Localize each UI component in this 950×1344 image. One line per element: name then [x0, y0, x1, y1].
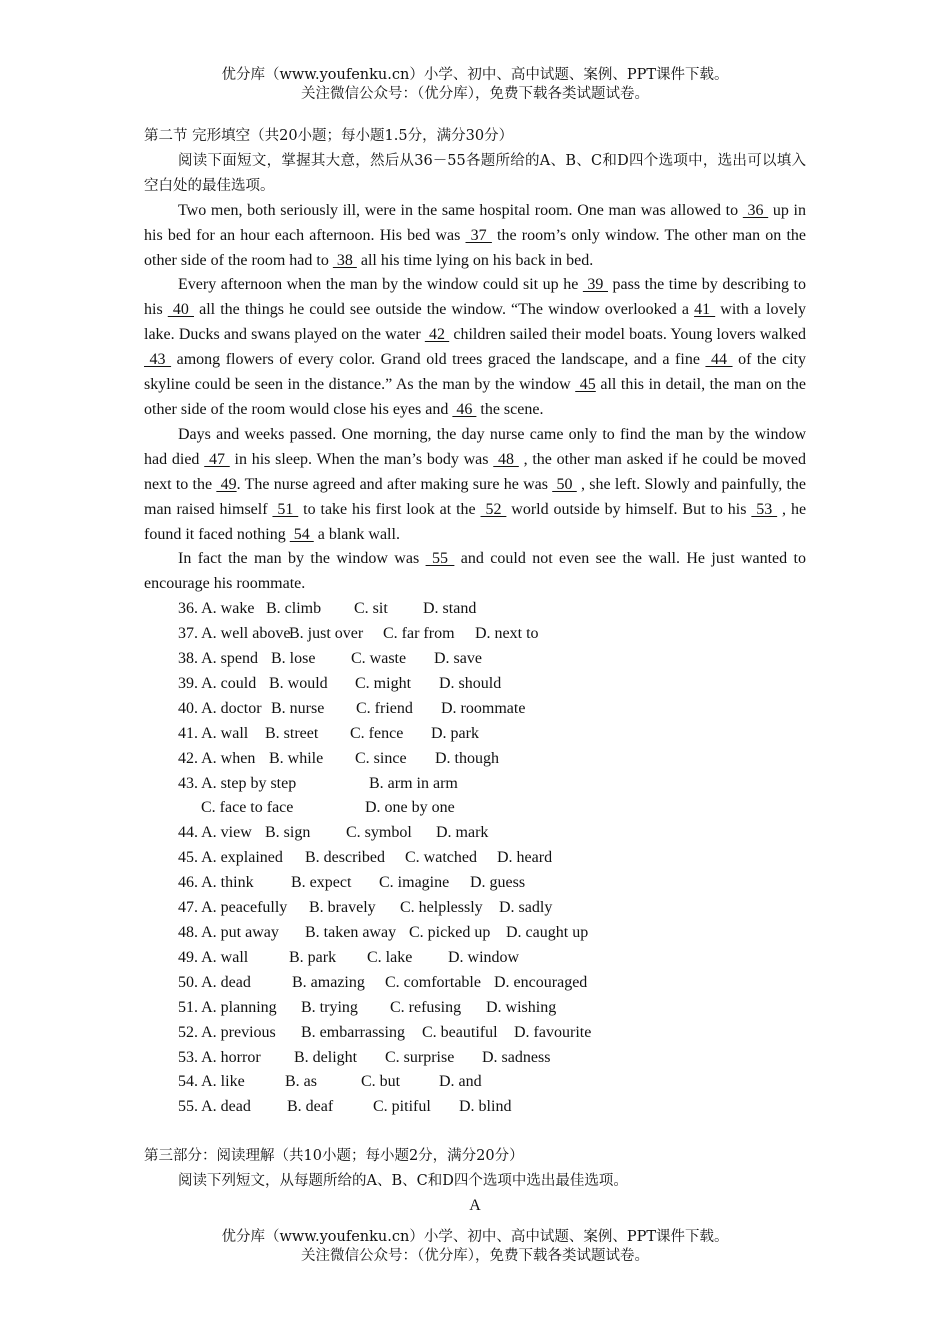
blank-43: 43	[144, 351, 172, 369]
option-row-45: 45. A. explained B. described C. watched D. heard	[178, 849, 553, 867]
blank-42: 42	[424, 326, 450, 344]
option-row-51: 51. A. planning B. trying C. refusing D. wishing	[178, 998, 557, 1016]
option-row-41: 41. A. wall B. street C. fence D. park	[178, 724, 479, 742]
options-list	[144, 597, 806, 1120]
blank-39: 39	[582, 276, 608, 294]
blank-48: 48	[493, 450, 519, 468]
blank-46: 46	[452, 400, 477, 418]
option-row-38: 38. A. spend B. lose C. waste D. save	[178, 650, 482, 668]
option-row-43b: C. face to face D. one by one	[201, 799, 455, 817]
passage-paragraph-1: Two men, both seriously ill, were in the same hospital room. One man was allowed to 36 up in his bed for an hour each afternoon. His bed was 37 the room’s only window. The other man on the other side of the room had to 38 all his time lying on his back in bed.	[144, 201, 807, 269]
blank-40: 40	[167, 301, 194, 319]
option-row-50: 50. A. dead B. amazing C. comfortable D. encouraged	[178, 973, 588, 991]
option-row-39: 39. A. could B. would C. might D. should	[178, 674, 502, 692]
option-row-52: 52. A. previous B. embarrassing C. beautiful D. favourite	[178, 1023, 592, 1041]
option-row-55: 55. A. dead B. deaf C. pitiful D. blind	[178, 1098, 512, 1116]
blank-53: 53	[751, 500, 778, 518]
option-row-47: 47. A. peacefully B. bravely C. helplessly D. sadly	[178, 899, 553, 917]
blank-41: 41	[694, 301, 716, 319]
blank-49: 49	[216, 475, 237, 493]
header-line-1: 优分库（www.youfenku.cn）小学、初中、高中试题、案例、PPT课件下载。	[221, 67, 729, 83]
blank-50: 50	[552, 475, 577, 493]
option-row-48: 48. A. put away B. taken away C. picked up D. caught up	[178, 924, 589, 941]
option-row-54: 54. A. like B. as C. but D. and	[178, 1073, 482, 1091]
blank-37: 37	[465, 226, 492, 244]
section3-instruction: 阅读下列短文，从每题所给的A、B、C和D四个选项中选出最佳选项。	[178, 1173, 628, 1190]
footer-line-2: 关注微信公众号：（优分库），免费下载各类试题试卷。	[301, 1248, 649, 1264]
blank-47: 47	[204, 450, 230, 468]
blank-38: 38	[332, 251, 357, 269]
section2-instruction: 阅读下面短文，掌握其大意，然后从36－55各题所给的A、B、C和D四个选项中，选出可以填入空白处的最佳选项。	[144, 152, 806, 194]
option-row-49: 49. A. wall B. park C. lake D. window	[178, 948, 520, 966]
option-row-36: 36. A. wake B. climb C. sit D. stand	[178, 600, 477, 618]
blank-36: 36	[742, 201, 769, 219]
blank-54: 54	[289, 525, 314, 543]
passage-paragraph-2: Every afternoon when the man by the window could sit up he 39 pass the time by describing to his 40 all the things he could see outside the window. “The window overlooked a 41 with a lovely lake. Ducks and swans played on the water 42 children sailed their model boats. Young lovers walked 43 among flowers of every color. Grand old trees graced the landscape, and a fine 44 of the city skyline could be seen in the distance.” As the man by the window 45 all this in detail, the man on the other side of the room would close his eyes and 46 the scene.	[144, 276, 807, 418]
page-header	[0, 66, 950, 104]
blank-44: 44	[705, 351, 733, 369]
option-row-44: 44. A. view B. sign C. symbol D. mark	[178, 824, 489, 842]
blank-55: 55	[425, 550, 455, 568]
blank-52: 52	[480, 500, 507, 518]
passage-label: A	[469, 1197, 481, 1215]
section3-title: 第三部分：阅读理解（共10小题；每小题2分，满分20分）	[144, 1148, 524, 1165]
section2-title: 第二节 完形填空（共20小题；每小题1.5分，满分30分）	[144, 128, 514, 144]
option-row-53: 53. A. horror B. delight C. surprise D. sadness	[178, 1048, 551, 1066]
header-line-2: 关注微信公众号：（优分库），免费下载各类试题试卷。	[301, 86, 649, 102]
passage-paragraph-3: Days and weeks passed. One morning, the day nurse came only to find the man by the window had died 47 in his sleep. When the man’s body was 48 , the other man asked if he could be moved next to the 49. The nurse agreed and after making sure he was 50 , she left. Slowly and painfully, the man raised himself 51 to take his first look at the 52 world outside by himself. But to his 53 , he found it faced nothing 54 a blank wall.	[144, 425, 807, 543]
blank-45: 45	[575, 376, 596, 394]
option-row-42: 42. A. when B. while C. since D. though	[178, 749, 499, 767]
option-row-43a: 43. A. step by step B. arm in arm	[178, 774, 458, 792]
option-row-40: 40. A. doctor B. nurse C. friend D. roommate	[178, 699, 526, 717]
footer-line-1: 优分库（www.youfenku.cn）小学、初中、高中试题、案例、PPT课件下载。	[221, 1229, 729, 1245]
exam-content	[144, 124, 806, 1219]
passage-paragraph-4: In fact the man by the window was 55 and could not even see the wall. He just wanted to encourage his roommate.	[144, 550, 806, 593]
option-row-37: 37. A. well above B. just over C. far from D. next to	[178, 625, 539, 643]
page-footer	[0, 1228, 950, 1266]
blank-51: 51	[272, 500, 299, 518]
option-row-46: 46. A. think B. expect C. imagine D. guess	[178, 874, 526, 892]
